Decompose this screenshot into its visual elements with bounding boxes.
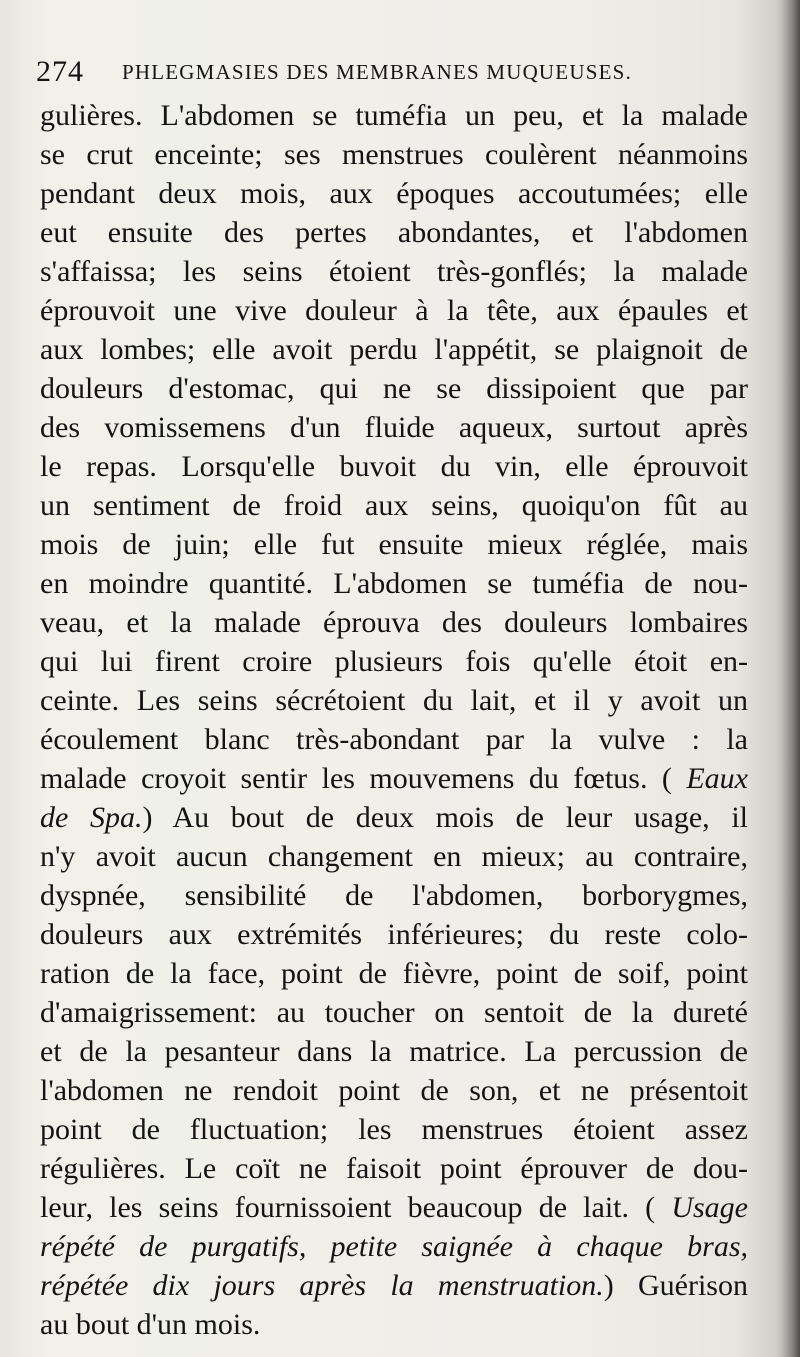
text-line xyxy=(40,1266,748,1305)
body-text xyxy=(40,96,748,1344)
text-segment: eut ensuite des pertes abondantes, et l'abdomen xyxy=(40,216,748,249)
text-line xyxy=(40,1110,748,1149)
text-line xyxy=(40,408,748,447)
text-segment: en moindre quantité. L'abdomen se tuméfia de nou- xyxy=(40,567,748,600)
text-line xyxy=(40,96,748,135)
italic-text-segment: Usage xyxy=(671,1191,748,1224)
text-segment: douleurs aux extrémités inférieures; du reste colo- xyxy=(40,918,748,951)
text-segment: ) Guérison xyxy=(603,1269,748,1302)
text-line xyxy=(40,681,748,720)
text-segment: point de fluctuation; les menstrues étoient assez xyxy=(40,1113,748,1146)
text-segment: ration de la face, point de fièvre, point de soif, point xyxy=(40,957,748,990)
text-line xyxy=(40,876,748,915)
text-segment: d'amaigrissement: au toucher on sentoit de la dureté xyxy=(40,996,748,1029)
text-line xyxy=(40,1071,748,1110)
text-segment: au bout d'un mois. xyxy=(40,1308,261,1341)
text-line xyxy=(40,993,748,1032)
italic-text-segment: Eaux xyxy=(686,762,748,795)
text-line xyxy=(40,642,748,681)
text-segment: un sentiment de froid aux seins, quoiqu'on fût au xyxy=(40,489,748,522)
text-segment: ) Au bout de deux mois de leur usage, il xyxy=(142,801,748,834)
text-line xyxy=(40,759,748,798)
text-line xyxy=(40,447,748,486)
text-line xyxy=(40,603,748,642)
text-segment: veau, et la malade éprouva des douleurs lombaires xyxy=(40,606,748,639)
text-line xyxy=(40,1149,748,1188)
text-line xyxy=(40,915,748,954)
text-line xyxy=(40,486,748,525)
text-line xyxy=(40,135,748,174)
text-line xyxy=(40,798,748,837)
running-title: PHLEGMASIES DES MEMBRANES MUQUEUSES. xyxy=(122,60,632,84)
text-segment: le repas. Lorsqu'elle buvoit du vin, elle éprouvoit xyxy=(40,450,748,483)
text-segment: des vomissemens d'un fluide aqueux, surtout après xyxy=(40,411,748,444)
text-line xyxy=(40,1032,748,1071)
text-segment: se crut enceinte; ses menstrues coulèrent néanmoins xyxy=(40,138,748,171)
text-segment: mois de juin; elle fut ensuite mieux réglée, mais xyxy=(40,528,748,561)
text-segment: s'affaissa; les seins étoient très-gonflés; la malade xyxy=(40,255,748,288)
text-line xyxy=(40,174,748,213)
text-segment: aux lombes; elle avoit perdu l'appétit, se plaignoit de xyxy=(40,333,748,366)
page-header xyxy=(36,52,676,92)
text-line xyxy=(40,252,748,291)
text-line xyxy=(40,954,748,993)
text-segment: éprouvoit une vive douleur à la tête, aux épaules et xyxy=(40,294,748,327)
page-number: 274 xyxy=(36,55,84,88)
italic-text-segment: de Spa. xyxy=(40,801,143,834)
text-line xyxy=(40,525,748,564)
text-segment: et de la pesanteur dans la matrice. La percussion de xyxy=(40,1035,748,1068)
text-segment: douleurs d'estomac, qui ne se dissipoient que par xyxy=(40,372,748,405)
text-line xyxy=(40,1305,748,1344)
italic-text-segment: répété de purgatifs, petite saignée à chaque bras, xyxy=(40,1230,748,1263)
text-line xyxy=(40,330,748,369)
italic-text-segment: répétée dix jours après la menstruation. xyxy=(40,1269,604,1302)
text-segment: leur, les seins fournissoient beaucoup de lait. ( xyxy=(40,1191,672,1224)
text-line xyxy=(40,837,748,876)
text-segment: pendant deux mois, aux époques accoutumées; elle xyxy=(40,177,748,210)
page-edge-shadow xyxy=(782,0,800,1357)
text-line xyxy=(40,1227,748,1266)
text-segment: qui lui firent croire plusieurs fois qu'elle étoit en- xyxy=(40,645,748,678)
text-segment: n'y avoit aucun changement en mieux; au contraire, xyxy=(40,840,748,873)
text-line xyxy=(40,720,748,759)
text-segment: régulières. Le coït ne faisoit point éprouver de dou- xyxy=(40,1152,748,1185)
text-segment: ceinte. Les seins sécrétoient du lait, et il y avoit un xyxy=(40,684,748,717)
text-segment: gulières. L'abdomen se tuméfia un peu, et la malade xyxy=(40,99,748,132)
text-segment: écoulement blanc très-abondant par la vulve : la xyxy=(40,723,748,756)
text-segment: malade croyoit sentir les mouvemens du fœtus. ( xyxy=(40,762,687,795)
text-line xyxy=(40,213,748,252)
text-line xyxy=(40,291,748,330)
text-segment: dyspnée, sensibilité de l'abdomen, borborygmes, xyxy=(40,879,748,912)
text-line xyxy=(40,369,748,408)
text-segment: l'abdomen ne rendoit point de son, et ne présentoit xyxy=(40,1074,748,1107)
text-line xyxy=(40,1188,748,1227)
text-line xyxy=(40,564,748,603)
